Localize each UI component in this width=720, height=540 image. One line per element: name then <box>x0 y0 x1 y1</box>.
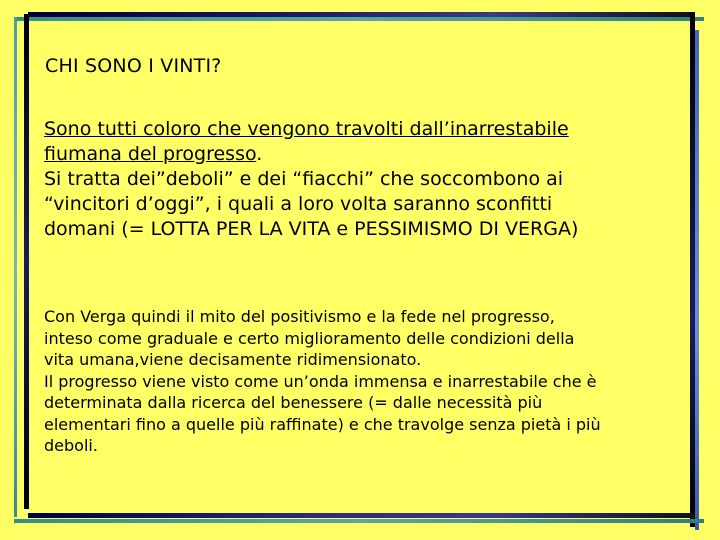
para1-line4: “vincitori d’oggi”, i quali a loro volta saranno sconfitti <box>44 193 553 215</box>
para2-line7: deboli. <box>44 436 98 455</box>
para2-line1: Con Verga quindi il mito del positivismo e la fede nel progresso, <box>44 307 555 326</box>
paragraph-vinti-definition <box>44 117 684 242</box>
frame-top-teal-bar <box>14 17 704 21</box>
para1-line2-tail: . <box>256 143 263 165</box>
frame-top-dark-bar <box>28 12 695 17</box>
frame-left-dark-bar <box>24 14 29 509</box>
para2-line4: Il progresso viene visto come un’onda immensa e inarrestabile che è <box>44 371 597 391</box>
frame-bottom-teal-bar <box>14 519 704 523</box>
para2-line3: vita umana,viene decisamente ridimensionato. <box>44 350 422 369</box>
frame-right-blue-bar <box>695 30 699 530</box>
frame-left-teal-bar <box>14 17 17 517</box>
para1-line5: domani (= LOTTA PER LA VITA e PESSIMISMO DI VERGA) <box>44 218 579 240</box>
para1-line2 <box>44 142 684 167</box>
frame-right-dark-bar <box>690 12 695 527</box>
para2-line5: determinata dalla ricerca del benessere (= dalle necessità più <box>44 393 543 412</box>
para2-line2: inteso come graduale e certo miglioramento delle condizioni della <box>44 328 575 348</box>
frame-bottom-dark-bar <box>28 513 695 518</box>
slide-title: CHI SONO I VINTI? <box>45 55 222 77</box>
para1-line1: Sono tutti coloro che vengono travolti dall’inarrestabile <box>44 118 569 140</box>
para1-line2-underlined: fiumana del progresso <box>44 143 257 165</box>
para2-line6: elementari fino a quelle più raffinate) e che travolge senza pietà i più <box>44 414 601 434</box>
para1-line3: Si tratta dei”deboli” e dei “fiacchi” che soccombono ai <box>44 168 564 190</box>
paragraph-verga-progress <box>44 306 684 457</box>
